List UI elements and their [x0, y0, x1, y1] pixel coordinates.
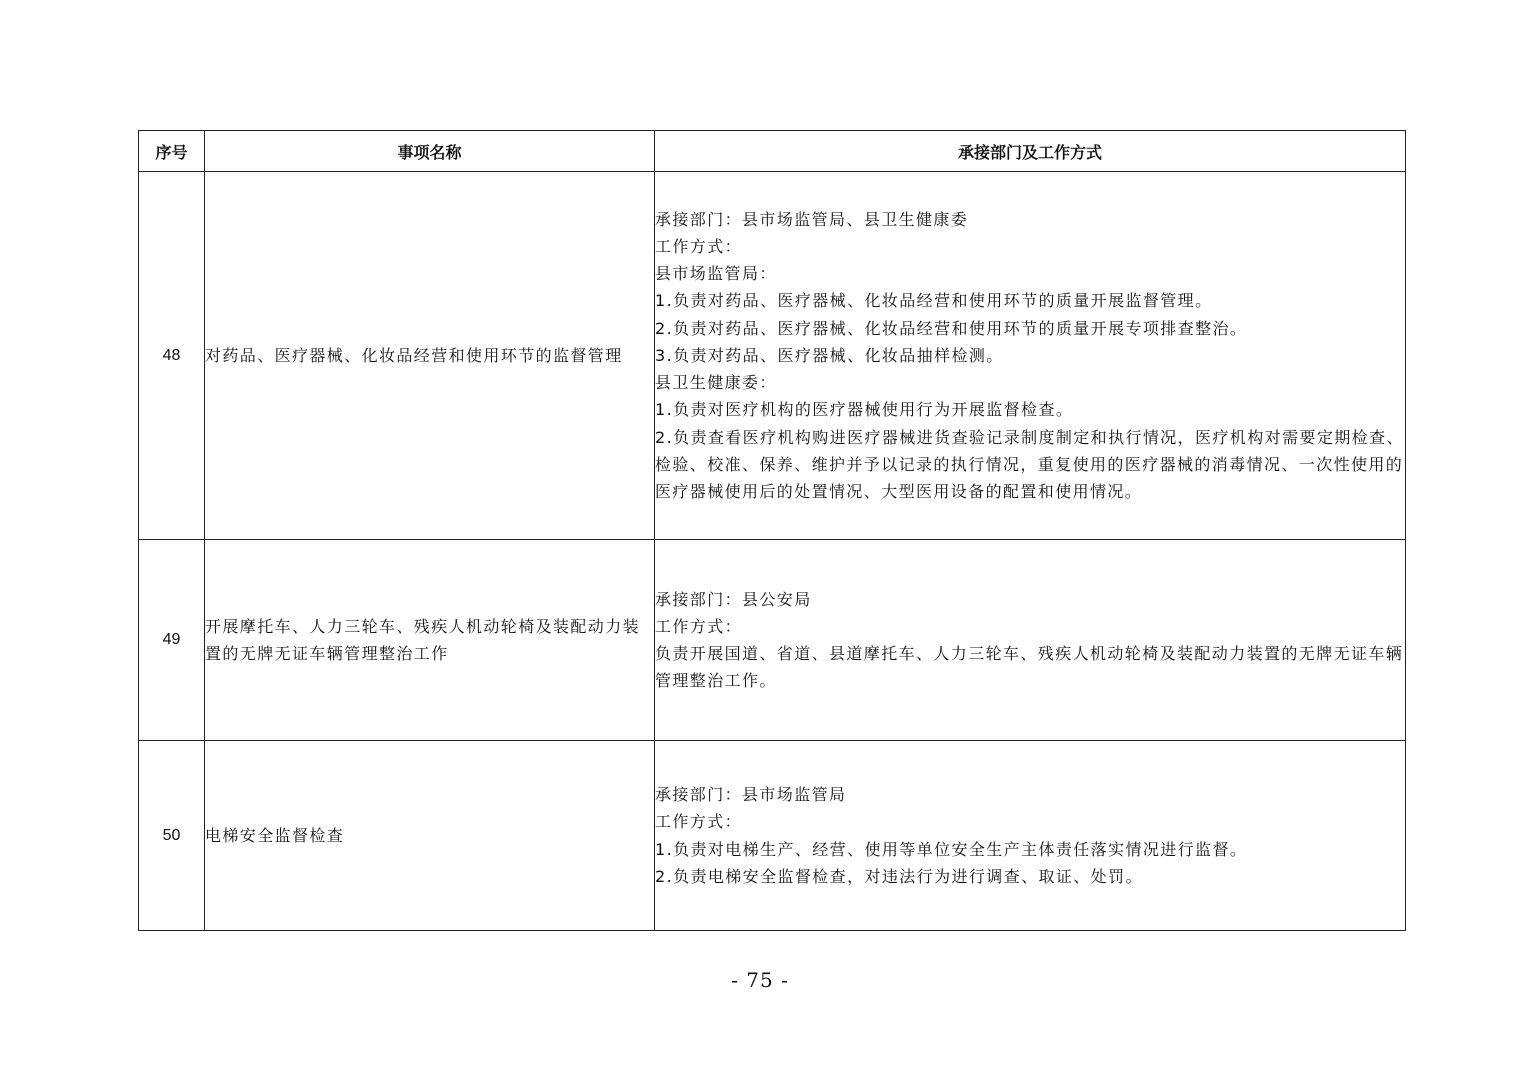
- dept-line: 负责开展国道、省道、县道摩托车、人力三轮车、残疾人机动轮椅及装配动力装置的无牌无证车辆管理整治工作。: [655, 644, 1404, 691]
- row-item-name: 开展摩托车、人力三轮车、残疾人机动轮椅及装配动力装置的无牌无证车辆管理整治工作: [205, 540, 655, 741]
- page-number: - 75 -: [731, 968, 789, 992]
- table-header-row: [139, 131, 1406, 172]
- header-seq: 序号: [139, 131, 205, 172]
- dept-line: 工作方式：: [655, 812, 743, 832]
- header-dept-method: 承接部门及工作方式: [655, 131, 1406, 172]
- task-table: [138, 130, 1406, 931]
- row-item-name: 电梯安全监督检查: [205, 741, 655, 931]
- dept-line: 2.负责查看医疗机构购进医疗器械进货查验记录制度制定和执行情况，医疗机构对需要定期检查、检验、校准、保养、维护并予以记录的执行情况，重复使用的医疗器械的消毒情况、一次性使用的医疗器械使用后的处置情况、大型医用设备的配置和使用情况。: [655, 427, 1404, 501]
- table-row: [139, 172, 1406, 540]
- dept-line: 承接部门：县市场监管局、县卫生健康委: [655, 209, 969, 229]
- table-row: [139, 741, 1406, 931]
- dept-line: 承接部门：县公安局: [655, 589, 812, 609]
- row-dept-method: [655, 540, 1406, 741]
- dept-line: 2.负责电梯安全监督检查，对违法行为进行调查、取证、处罚。: [655, 866, 1143, 886]
- dept-line: 1.负责对电梯生产、经营、使用等单位安全生产主体责任落实情况进行监督。: [655, 839, 1248, 859]
- dept-line: 1.负责对医疗机构的医疗器械使用行为开展监督检查。: [655, 400, 1074, 420]
- dept-line: 3.负责对药品、医疗器械、化妆品抽样检测。: [655, 345, 1004, 365]
- row-seq: 49: [139, 540, 205, 741]
- row-seq: 48: [139, 172, 205, 540]
- table-row: [139, 540, 1406, 741]
- row-dept-method: [655, 172, 1406, 540]
- dept-line: 县卫生健康委：: [655, 373, 777, 393]
- dept-line: 2.负责对药品、医疗器械、化妆品经营和使用环节的质量开展专项排查整治。: [655, 318, 1248, 338]
- dept-line: 工作方式：: [655, 237, 743, 257]
- row-item-name: 对药品、医疗器械、化妆品经营和使用环节的监督管理: [205, 172, 655, 540]
- dept-line: 承接部门：县市场监管局: [655, 785, 847, 805]
- header-item-name: 事项名称: [205, 131, 655, 172]
- dept-line: 县市场监管局：: [655, 264, 777, 284]
- dept-line: 工作方式：: [655, 616, 743, 636]
- dept-line: 1.负责对药品、医疗器械、化妆品经营和使用环节的质量开展监督管理。: [655, 291, 1213, 311]
- row-seq: 50: [139, 741, 205, 931]
- row-dept-method: [655, 741, 1406, 931]
